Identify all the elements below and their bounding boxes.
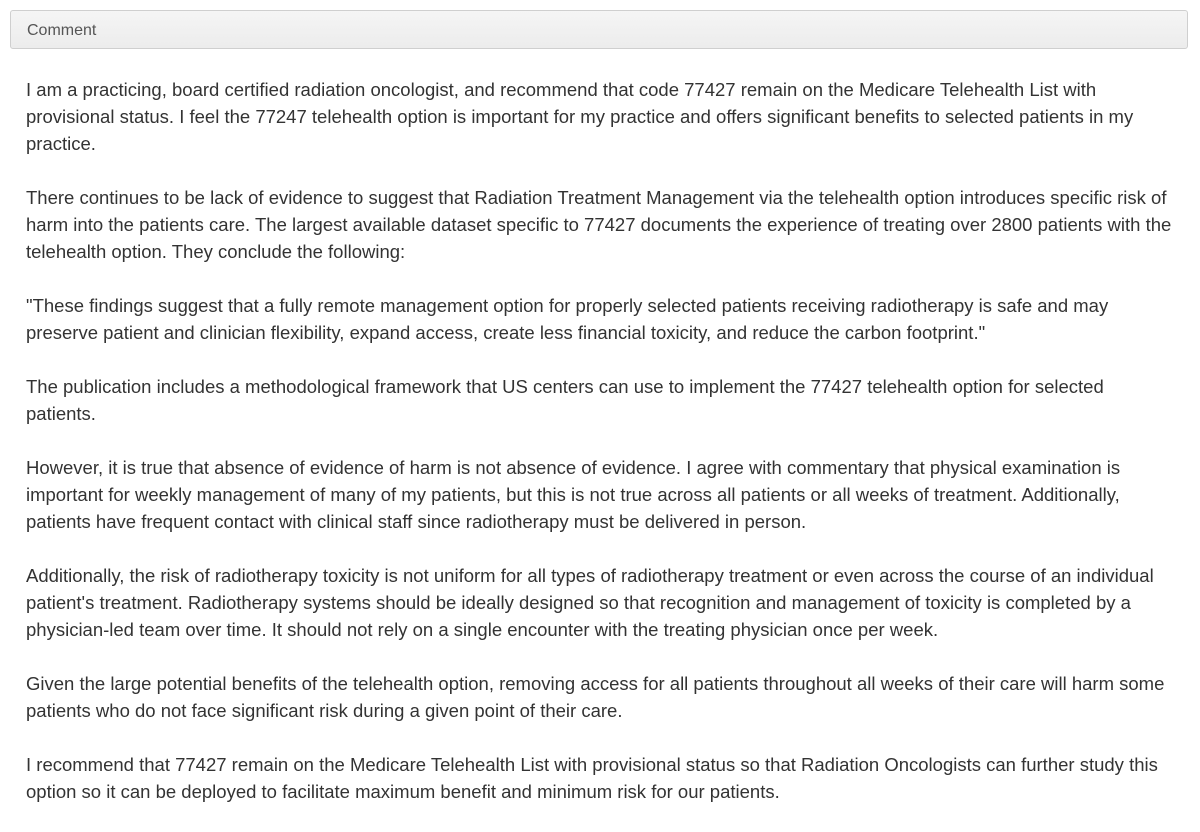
- comment-paragraph: Given the large potential benefits of the telehealth option, removing access for all patients throughout all weeks of their care will harm some patients who do not face significant risk during a given point of their care.: [26, 673, 1165, 721]
- comment-panel-title: Comment: [27, 22, 97, 39]
- comment-paragraph: The publication includes a methodological framework that US centers can use to implement the 77427 telehealth option for selected patients.: [26, 376, 1104, 424]
- comment-paragraph: Additionally, the risk of radiotherapy toxicity is not uniform for all types of radiotherapy treatment or even across the course of an individual patient's treatment. Radiotherapy systems should be ideally designed so that recognition and management of toxicity is completed by a physician-led team over time. It should not rely on a single encounter with the treating physician once per week.: [26, 565, 1154, 640]
- comment-paragraph: There continues to be lack of evidence to suggest that Radiation Treatment Management via the telehealth option introduces specific risk of harm into the patients care. The largest available dataset specific to 77427 documents the experience of treating over 2800 patients with the telehealth option. They conclude the following:: [26, 187, 1172, 262]
- comment-panel-header: [10, 10, 1188, 49]
- comment-paragraph: I am a practicing, board certified radiation oncologist, and recommend that code 77427 remain on the Medicare Telehealth List with provisional status. I feel the 77247 telehealth option is important for my practice and offers significant benefits to selected patients in my practice.: [26, 79, 1134, 154]
- comment-quote-paragraph: "These findings suggest that a fully remote management option for properly selected patients receiving radiotherapy is safe and may preserve patient and clinician flexibility, expand access, create less financial toxicity, and reduce the carbon footprint.": [26, 295, 1109, 343]
- comment-paragraph: However, it is true that absence of evidence of harm is not absence of evidence. I agree with commentary that physical examination is important for weekly management of many of my patients, but this is not true across all patients or all weeks of treatment. Additionally, patients have frequent contact with clinical staff since radiotherapy must be delivered in person.: [26, 457, 1121, 532]
- comment-body: [26, 76, 1176, 832]
- comment-paragraph: I recommend that 77427 remain on the Medicare Telehealth List with provisional status so that Radiation Oncologists can further study this option so it can be deployed to facilitate maximum benefit and minimum risk for our patients.: [26, 754, 1158, 802]
